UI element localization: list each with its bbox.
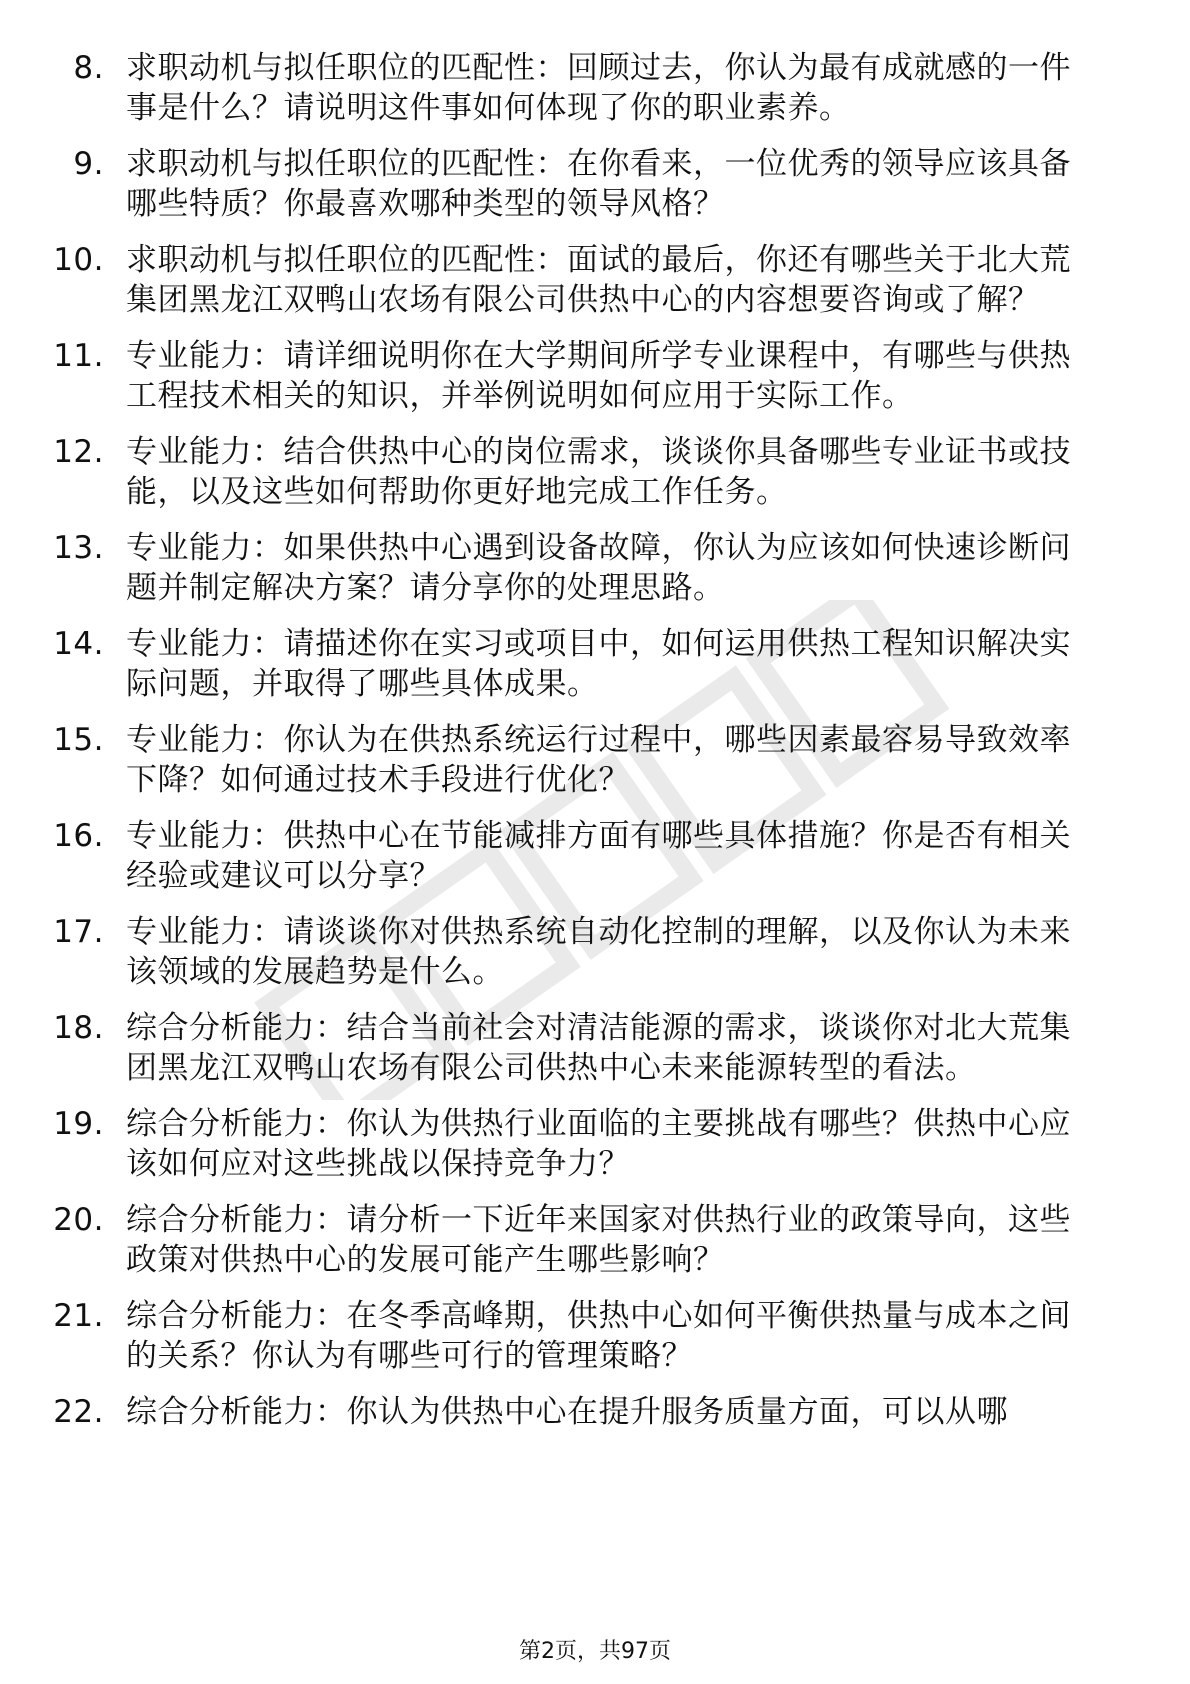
question-number: 16. — [53, 818, 104, 854]
question-item — [0, 432, 1190, 512]
question-text: 求职动机与拟任职位的匹配性：面试的最后，你还有哪些关于北大荒集团黑龙江双鸭山农场有限公司供热中心的内容想要咨询或了解？ — [126, 242, 1071, 318]
question-item — [0, 1104, 1190, 1184]
question-text: 专业能力：如果供热中心遇到设备故障，你认为应该如何快速诊断问题并制定解决方案？请分享你的处理思路。 — [126, 530, 1071, 606]
question-item — [0, 816, 1190, 896]
question-item — [0, 336, 1190, 416]
question-text: 综合分析能力：结合当前社会对清洁能源的需求，谈谈你对北大荒集团黑龙江双鸭山农场有限公司供热中心未来能源转型的看法。 — [126, 1010, 1071, 1086]
question-item — [0, 528, 1190, 608]
question-item — [0, 624, 1190, 704]
question-item — [0, 1392, 1190, 1432]
question-item — [0, 912, 1190, 992]
question-text: 专业能力：请详细说明你在大学期间所学专业课程中，有哪些与供热工程技术相关的知识，并举例说明如何应用于实际工作。 — [126, 338, 1071, 414]
question-text: 专业能力：供热中心在节能减排方面有哪些具体措施？你是否有相关经验或建议可以分享？ — [126, 818, 1071, 894]
question-number: 17. — [53, 914, 104, 950]
question-item — [0, 240, 1190, 320]
question-text: 综合分析能力：请分析一下近年来国家对供热行业的政策导向，这些政策对供热中心的发展可能产生哪些影响？ — [126, 1202, 1071, 1278]
question-item — [0, 1296, 1190, 1376]
question-number: 20. — [53, 1202, 104, 1238]
question-number: 18. — [53, 1010, 104, 1046]
question-number: 22. — [53, 1394, 104, 1430]
question-text: 求职动机与拟任职位的匹配性：在你看来，一位优秀的领导应该具备哪些特质？你最喜欢哪种类型的领导风格？ — [126, 146, 1071, 222]
question-number: 15. — [53, 722, 104, 758]
question-text: 综合分析能力：你认为供热中心在提升服务质量方面，可以从哪 — [126, 1394, 1008, 1430]
question-text: 专业能力：请描述你在实习或项目中，如何运用供热工程知识解决实际问题，并取得了哪些具体成果。 — [126, 626, 1071, 702]
question-text: 综合分析能力：你认为供热行业面临的主要挑战有哪些？供热中心应该如何应对这些挑战以保持竞争力？ — [126, 1106, 1071, 1182]
question-number: 21. — [53, 1298, 104, 1334]
question-text: 专业能力：请谈谈你对供热系统自动化控制的理解，以及你认为未来该领域的发展趋势是什么。 — [126, 914, 1071, 990]
page-number-label: 第2页，共97页 — [519, 1639, 671, 1664]
question-text: 专业能力：结合供热中心的岗位需求，谈谈你具备哪些专业证书或技能，以及这些如何帮助你更好地完成工作任务。 — [126, 434, 1071, 510]
question-item — [0, 48, 1190, 128]
question-text: 求职动机与拟任职位的匹配性：回顾过去，你认为最有成就感的一件事是什么？请说明这件事如何体现了你的职业素养。 — [126, 50, 1071, 126]
question-number: 14. — [53, 626, 104, 662]
question-number: 9. — [73, 146, 104, 182]
question-number: 13. — [53, 530, 104, 566]
question-list — [0, 48, 1190, 1448]
question-number: 8. — [73, 50, 104, 86]
page-footer — [0, 1634, 1190, 1665]
question-number: 11. — [53, 338, 104, 374]
question-item — [0, 1200, 1190, 1280]
question-item — [0, 144, 1190, 224]
question-number: 19. — [53, 1106, 104, 1142]
question-number: 12. — [53, 434, 104, 470]
question-item — [0, 1008, 1190, 1088]
question-text: 综合分析能力：在冬季高峰期，供热中心如何平衡供热量与成本之间的关系？你认为有哪些可行的管理策略？ — [126, 1298, 1071, 1374]
question-item — [0, 720, 1190, 800]
question-number: 10. — [53, 242, 104, 278]
question-text: 专业能力：你认为在供热系统运行过程中，哪些因素最容易导致效率下降？如何通过技术手段进行优化？ — [126, 722, 1071, 798]
